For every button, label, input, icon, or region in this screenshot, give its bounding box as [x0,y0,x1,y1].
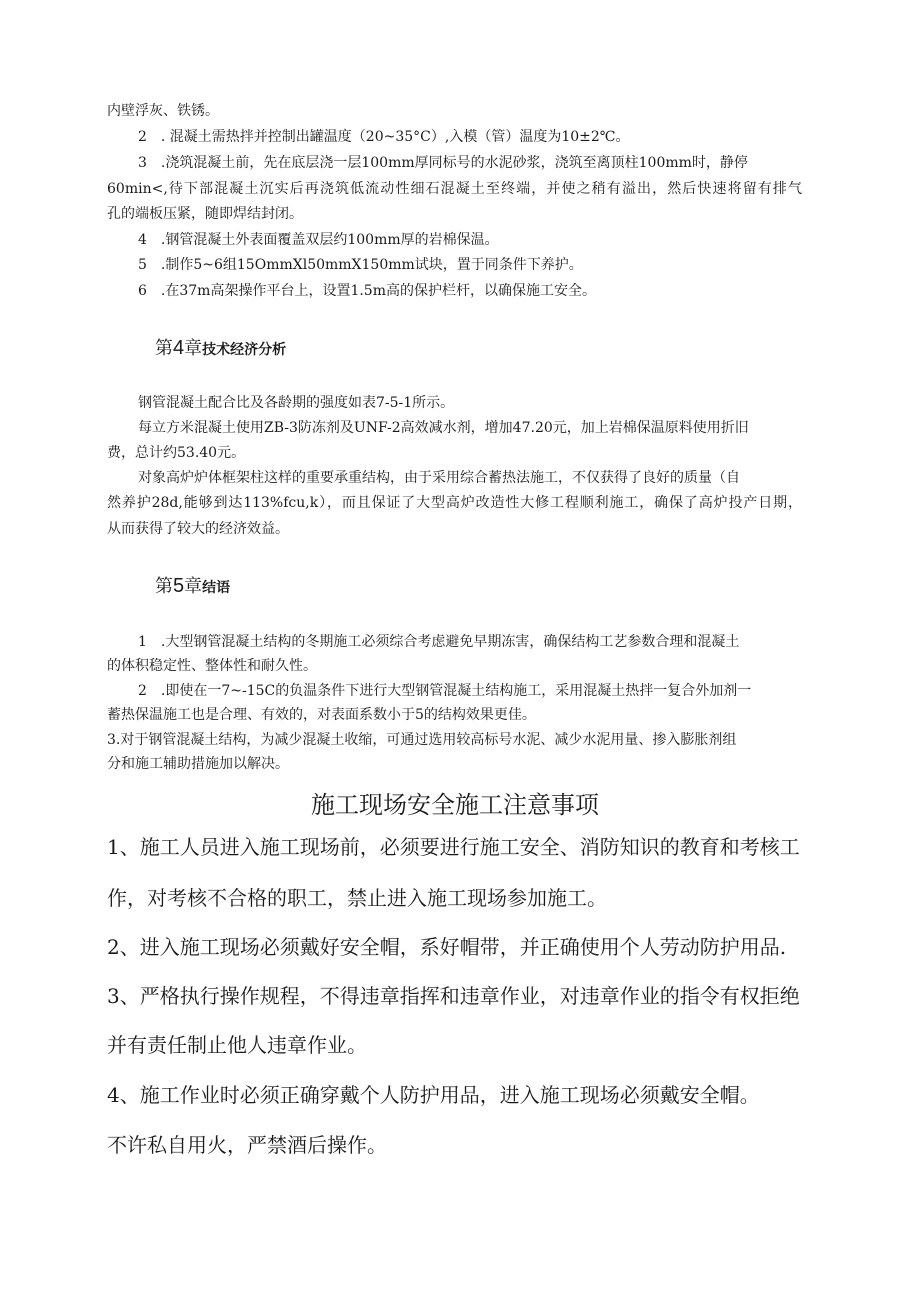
list-item-2-cont: 蓄热保温施工也是合理、有效的，对表面系数小于5的结构效果更佳。 [107,707,536,723]
safety-item-3: 3、严格执行操作规程，不得违章指挥和违章作业，对违章作业的指令有权拒绝 [107,984,800,1008]
chapter-number: 4 [173,337,185,359]
list-item-2: 2 .即使在一7~-15C的负温条件下进行大型钢管混凝土结构施工，采用混凝土热拌一复合外加剂一 [138,683,752,699]
safety-item-4-cont: 不许私自用火，严禁酒后操作。 [107,1133,387,1157]
paragraph-line: 对象高炉炉体框架柱这样的重要承重结构，由于采用综合蓄热法施工，不仅获得了良好的质量（自 [138,470,740,486]
list-item-4: 4 .钢管混凝土外表面覆盖双层约100mm厚的岩棉保温。 [138,232,499,248]
list-item-1-cont: 的体积稳定性、整体性和耐久性。 [107,658,317,674]
list-item-3-cont: 孔的端板压紧，随即焊结封闭。 [107,206,303,222]
chapter-prefix: 第 [155,338,173,359]
paragraph-line: 费，总计约53.40元。 [107,445,246,461]
list-item-3: 3 .浇筑混凝土前，先在底层浇一层100mm厚同标号的水泥砂浆，浇筑至离顶柱100mm时，静停 [138,155,748,171]
list-item-2: 2 . 混凝土需热拌并控制出罐温度（20~35°C）,入模（管）温度为10±2℃。 [138,129,630,145]
list-item-3-cont: 分和施工辅助措施加以解决。 [107,756,289,772]
safety-item-3-cont: 并有责任制止他人违章作业。 [107,1033,367,1057]
paragraph-line: 然养护28d,能够到达113%fcu,k），而且保证了大型高炉改造性大修工程顺利施工，确保了高炉投产日期， [107,495,802,511]
paragraph-line: 内壁浮灰、铁锈。 [107,103,219,119]
chapter-prefix: 第 [155,576,173,597]
chapter-title: 技术经济分析 [202,342,287,358]
paragraph-line: 每立方米混凝土使用ZB-3防冻剂及UNF-2高效减水剂，增加47.20元，加上岩棉保温原料使用折旧 [138,420,749,436]
list-item-1: 1 .大型钢管混凝土结构的冬期施工必须综合考虑避免早期冻害，确保结构工艺参数合理和混凝土 [138,634,740,650]
section-title: 施工现场安全施工注意事项 [311,791,599,819]
chapter-suffix: 章 [184,338,203,359]
safety-item-2: 2、进入施工现场必须戴好安全帽，系好帽带，并正确使用个人劳动防护用品. [107,935,787,959]
chapter-heading [155,334,286,360]
paragraph-line: 钢管混凝土配合比及各龄期的强度如表7-5-1所示。 [138,395,455,411]
list-item-3-cont: 60min<,待下部混凝土沉实后再浇筑低流动性细石混凝土至终端，并使之稍有溢出，然后快速将留有排气 [107,181,802,197]
safety-item-1-cont: 作，对考核不合格的职工，禁止进入施工现场参加施工。 [107,886,607,910]
safety-item-4: 4、施工作业时必须正确穿戴个人防护用品，进入施工现场必须戴安全帽。 [107,1083,760,1107]
safety-item-1: 1、施工人员进入施工现场前，必须要进行施工安全、消防知识的教育和考核工 [107,835,800,859]
list-item-5: 5 .制作5~6组15OmmXl50mmX150mm试块，置于同条件下养护。 [138,257,583,273]
chapter-number: 5 [173,575,185,597]
chapter-title: 结语 [202,580,231,596]
paragraph-line: 从而获得了较大的经济效益。 [107,521,289,537]
list-item-6: 6 .在37m高架操作平台上，设置1.5m高的保护栏杆，以确保施工安全。 [138,283,596,299]
chapter-suffix: 章 [184,576,203,597]
chapter-heading [155,572,230,598]
list-item-3: 3.对于钢管混凝土结构，为减少混凝土收缩，可通过选用较高标号水泥、减少水泥用量、掺入膨胀剂组 [107,732,737,748]
